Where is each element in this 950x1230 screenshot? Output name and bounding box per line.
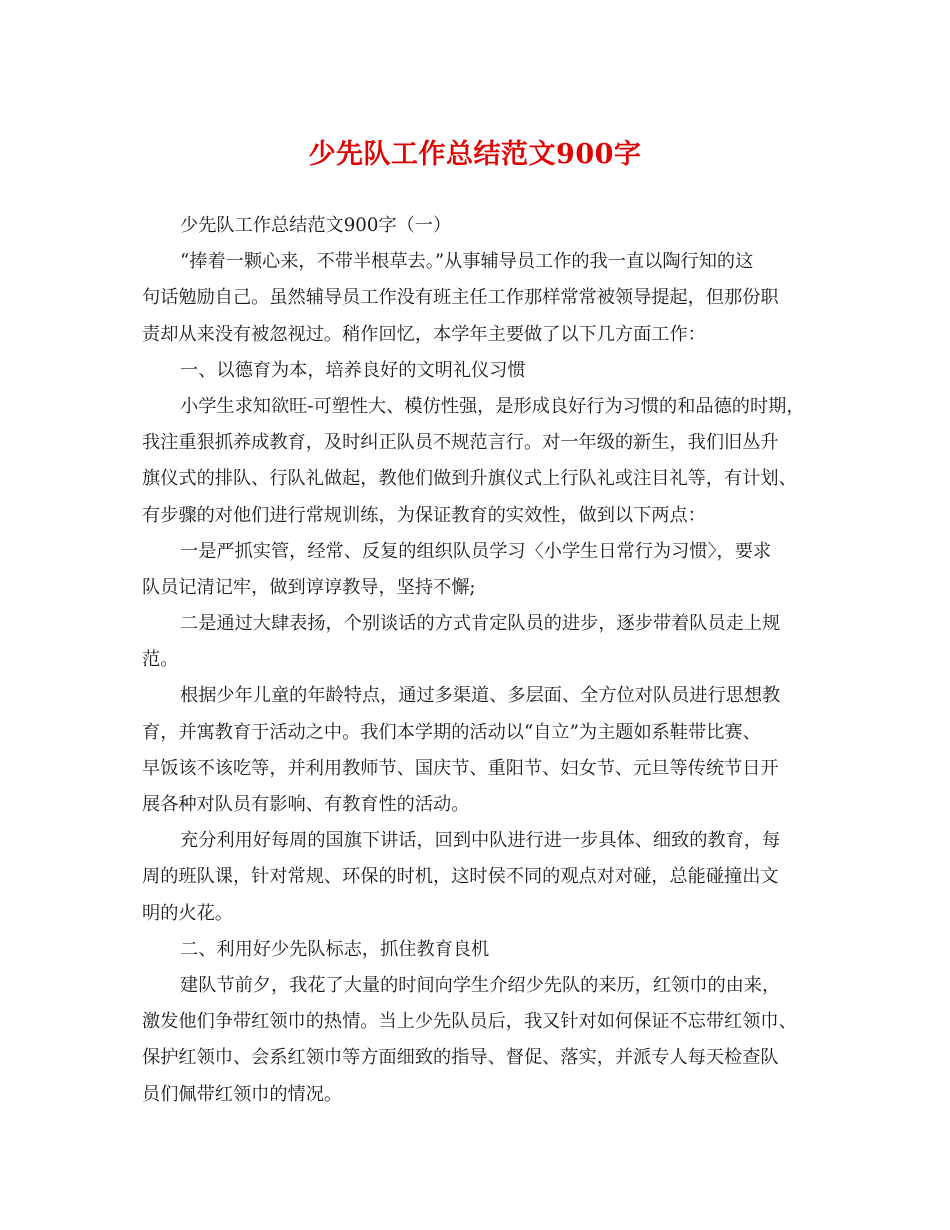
text-line: 充分利用好每周的国旗下讲话，回到中队进行进一步具体、细致的教育，每 xyxy=(180,830,781,852)
text-line: 二、利用好少先队标志，抓住教育良机 xyxy=(180,938,490,960)
text-line: 范。 xyxy=(142,649,179,671)
text-line: 育，并寓教育于活动之中。我们本学期的活动以“自立”为主题如系鞋带比赛、 xyxy=(142,721,761,743)
text-line: 保护红领巾、会系红领巾等方面细致的指导、督促、落实，并派专人每天检查队 xyxy=(142,1047,779,1069)
text-line: “捧着一颗心来，不带半根草去。”从事辅导员工作的我一直以陶行知的这 xyxy=(180,251,754,273)
text-line: 激发他们争带红领巾的热情。当上少先队员后，我又针对如何保证不忘带红领巾、 xyxy=(142,1011,797,1033)
text-line: 二是通过大肆表扬，个别谈话的方式肯定队员的进步，逐步带着队员走上规 xyxy=(180,613,781,635)
text-line: 句话勉励自己。虽然辅导员工作没有班主任工作那样常常被领导提起，但那份职 xyxy=(142,287,779,309)
text-line: 有步骤的对他们进行常规训练，为保证教育的实效性，做到以下两点： xyxy=(142,504,706,526)
text-line: 周的班队课，针对常规、环保的时机，这时侯不同的观点对对碰，总能碰撞出文 xyxy=(142,866,779,888)
text-line: 根据少年儿童的年龄特点，通过多渠道、多层面、全方位对队员进行思想教 xyxy=(180,685,781,707)
document-body xyxy=(142,208,814,1113)
text-line: 明的火花。 xyxy=(142,902,233,924)
text-line: 队员记清记牢，做到谆谆教导，坚持不懈; xyxy=(142,576,476,598)
text-line: 责却从来没有被忽视过。稍作回忆，本学年主要做了以下几方面工作： xyxy=(142,323,706,345)
text-line: 建队节前夕，我花了大量的时间向学生介绍少先队的来历，红领巾的由来， xyxy=(180,974,781,996)
text-line: 旗仪式的排队、行队礼做起，教他们做到升旗仪式上行队礼或注目礼等，有计划、 xyxy=(142,468,797,490)
text-line: 小学生求知欲旺-可塑性大、模仿性强，是形成良好行为习惯的和品德的时期， xyxy=(180,395,805,417)
text-line: 一是严抓实管，经常、反复的组织队员学习〈小学生日常行为习惯〉，要求 xyxy=(180,540,772,562)
text-line: 员们佩带红领巾的情况。 xyxy=(142,1083,343,1105)
text-line: 我注重狠抓养成教育，及时纠正队员不规范言行。对一年级的新生，我们旧丛升 xyxy=(142,432,779,454)
text-line: 一、以德育为本，培养良好的文明礼仪习惯 xyxy=(180,359,526,381)
text-line: 展各种对队员有影响、有教育性的活动。 xyxy=(142,794,470,815)
document-title: 少先队工作总结范文900字 xyxy=(308,139,642,170)
text-line: 少先队工作总结范文900字（一） xyxy=(180,215,452,236)
text-line: 早饭该不该吃等，并利用教师节、国庆节、重阳节、妇女节、元旦等传统节日开 xyxy=(142,757,779,779)
